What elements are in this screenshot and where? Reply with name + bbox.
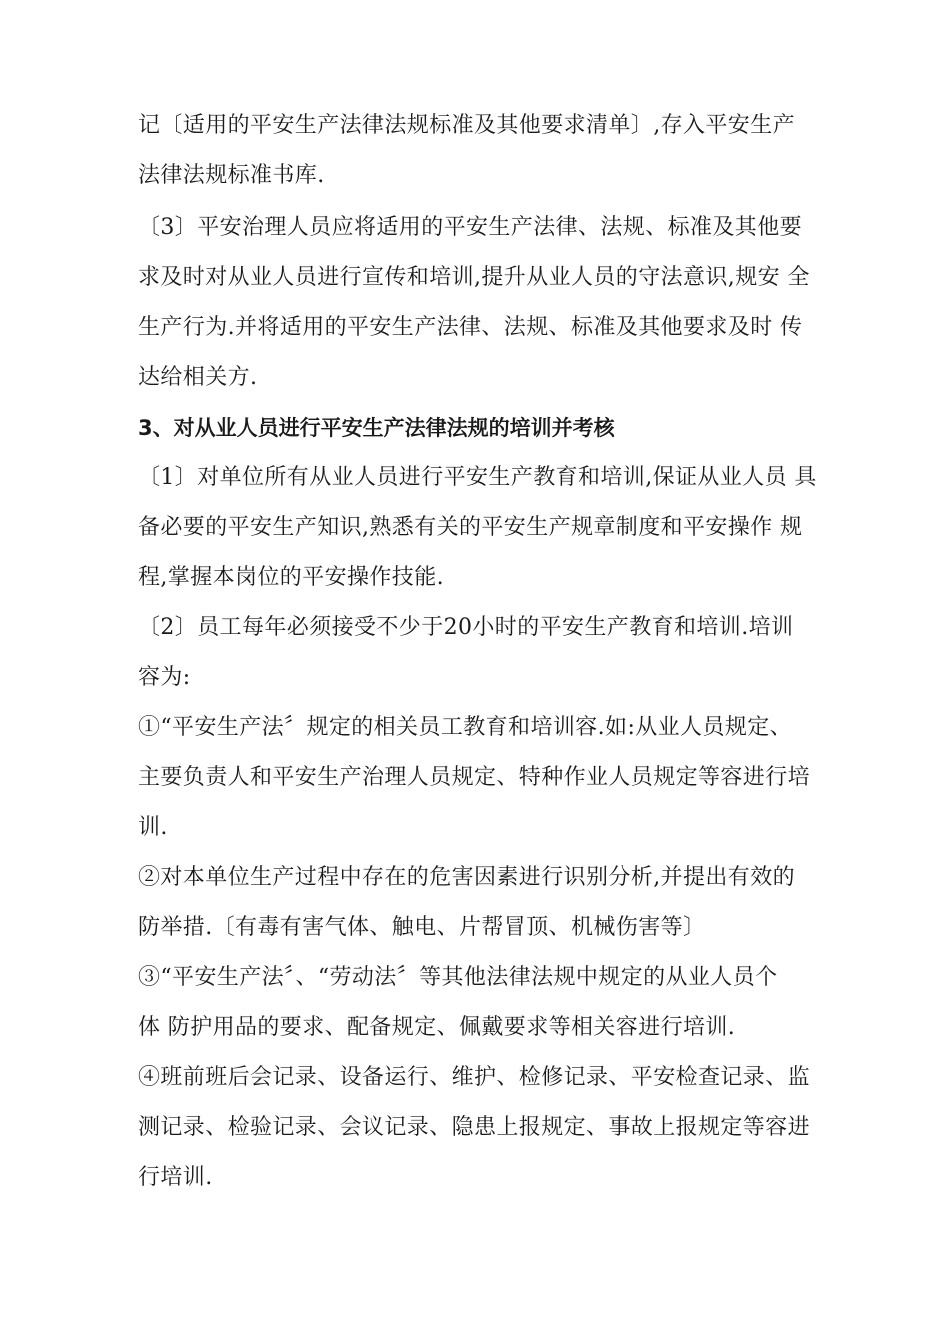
section-heading: 3、对从业人员进行平安生产法律法规的培训并考核 [138,416,615,440]
text-line: 达给相关方. [138,365,258,390]
text-line: 程,掌握本岗位的平安操作技能. [138,565,444,590]
text-line: 〔2〕员工每年必须接受不少于20小时的平安生产教育和培训.培训 [138,615,794,640]
text-line: 主要负责人和平安生产治理人员规定、特种作业人员规定等容进行培 [138,765,811,790]
text-line: 容为: [138,665,191,690]
text-line: 法律法规标准书库. [138,163,325,188]
text-line: 行培训. [138,1165,213,1190]
text-line: 体 防护用品的要求、配备规定、佩戴要求等相关容进行培训. [138,1015,736,1040]
text-line: 测记录、检验记录、会议记录、隐患上报规定、事故上报规定等容进 [138,1115,811,1140]
text-line: 备必要的平安生产知识,熟悉有关的平安生产规章制度和平安操作 规 [138,515,803,540]
text-line: 求及时对从业人员进行宣传和培训,提升从业人员的守法意识,规安 全 [138,265,810,290]
text-line: 〔1〕对单位所有从业人员进行平安生产教育和培训,保证从业人员 具 [138,465,817,490]
text-line: 记〔适用的平安生产法律法规标准及其他要求清单〕,存入平安生产 [138,113,795,138]
text-line: 生产行为.并将适用的平安生产法律、法规、标准及其他要求及时 传 [138,315,803,340]
text-line: ③“平安生产法〞、“劳动法〞等其他法律法规中规定的从业人员个 [138,965,778,990]
text-line: 训. [138,815,168,840]
text-line: ①“平安生产法〞规定的相关员工教育和培训容.如:从业人员规定、 [138,715,793,740]
text-line: 防举措.〔有毒有害气体、触电、片帮冒顶、机械伤害等〕 [138,915,706,940]
text-line: ②对本单位生产过程中存在的危害因素进行识别分析,并提出有效的 [138,865,795,890]
text-line: ④班前班后会记录、设备运行、维护、检修记录、平安检查记录、监 [138,1065,811,1090]
text-line: 〔3〕平安治理人员应将适用的平安生产法律、法规、标准及其他要 [138,215,802,240]
